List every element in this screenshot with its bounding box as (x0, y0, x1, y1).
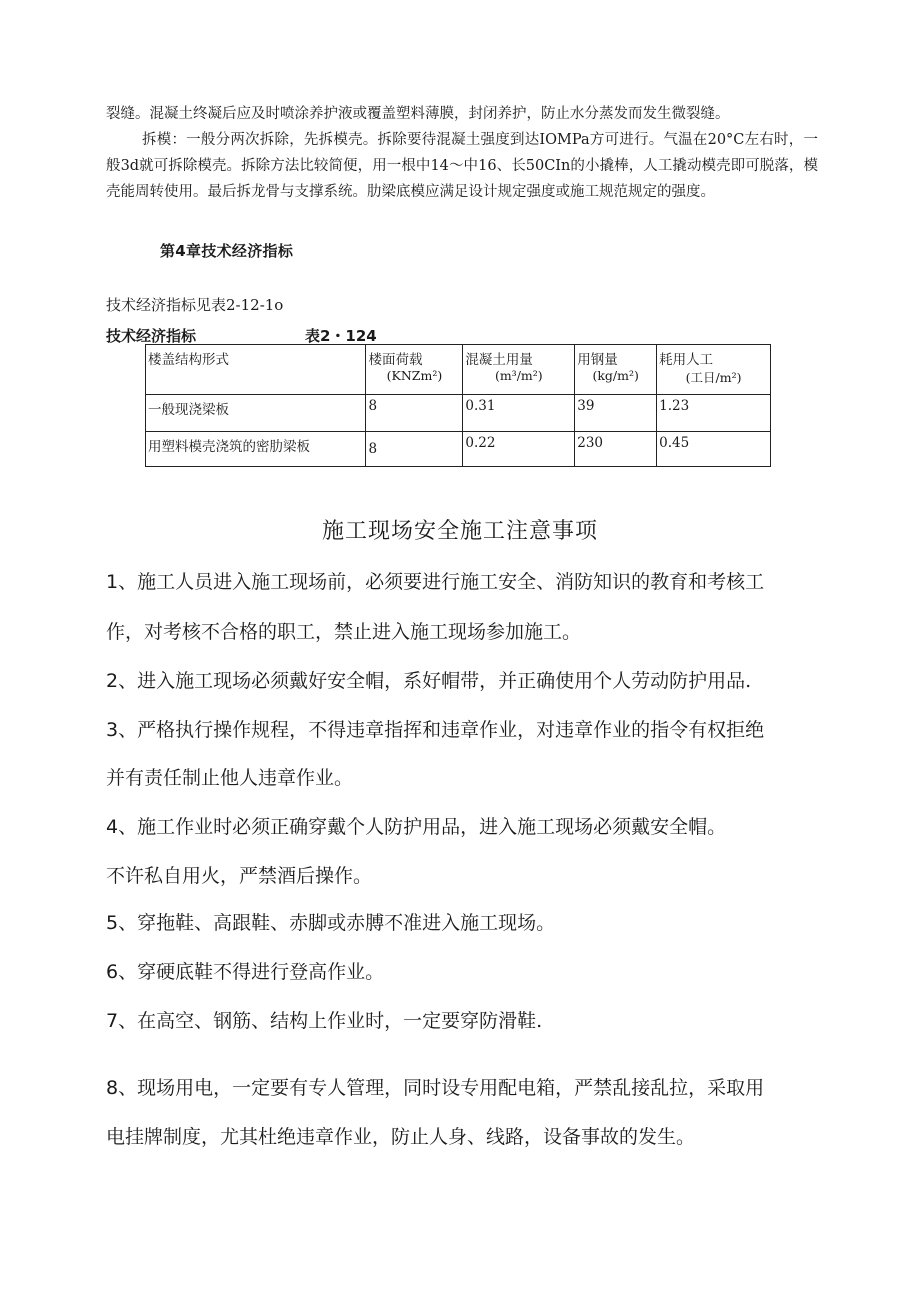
header-unit: (kg/m²) (592, 368, 639, 383)
header-cell (146, 345, 366, 395)
table-reference: 技术经济指标见表2-12-1o (106, 296, 284, 314)
header-cell (575, 345, 657, 395)
safety-item-4-line-2 (106, 861, 372, 891)
table-caption-name: 技术经济指标 (106, 327, 197, 345)
safety-title: 施工现场安全施工注意事项 (321, 519, 598, 544)
item-number: 8 (106, 1077, 119, 1099)
item-number: 5 (106, 912, 119, 934)
item-text: 、施工作业时必须正确穿戴个人防护用品，进入施工现场必须戴安全帽。 (118, 816, 727, 838)
indicator-table (145, 344, 771, 467)
safety-item-3-line-1 (106, 715, 764, 745)
item-number: 6 (106, 961, 119, 983)
header-label: 耗用人工 (659, 352, 714, 368)
safety-item-3-line-2 (106, 763, 353, 793)
item-number: 3 (106, 719, 119, 741)
table-cell: 0.31 (463, 395, 575, 432)
item-text: 、施工人员进入施工现场前，必须要进行施工安全、消防知识的教育和考核工 (118, 571, 765, 593)
item-text: 、严格执行操作规程，不得违章指挥和违章作业，对违章作业的指令有权拒绝 (118, 719, 765, 741)
item-text: 、在高空、钢筋、结构上作业时，一定要穿防滑鞋. (118, 1010, 543, 1032)
safety-item-8-line-2 (106, 1122, 695, 1152)
table-header-row (146, 345, 771, 395)
item-number: 4 (106, 816, 119, 838)
header-label: 楼盖结构形式 (148, 352, 229, 368)
item-number: 7 (106, 1010, 119, 1032)
header-label: 混凝土用量 (465, 352, 533, 368)
safety-item-8-line-1 (106, 1073, 764, 1103)
header-cell (463, 345, 575, 395)
item-text: 作，对考核不合格的职工，禁止进入施工现场参加施工。 (106, 621, 582, 643)
table-row (146, 432, 771, 467)
item-text: 不许私自用火，严禁酒后操作。 (106, 865, 373, 887)
safety-item-4-line-1 (106, 812, 726, 842)
header-label: 楼面荷载 (368, 352, 423, 368)
safety-item-5-line-1 (106, 908, 555, 938)
paragraph-demolding: 拆模：一般分两次拆除，先拆模壳。拆除要待混凝土强度到达IOMPa方可进行。气温在20°C左右时，一般3d就可拆除模壳。拆除方法比较简便，用一根中14～中16、长50CIn的小撬棒，人工撬动模壳即可脱落，模壳能周转使用。最后拆龙骨与支撑系统。肋梁底模应满足设计规定强度或施工规范规定的强度。 (106, 132, 818, 200)
table-row (146, 395, 771, 432)
item-text: 、进入施工现场必须戴好安全帽，系好帽带，并正确使用个人劳动防护用品. (118, 670, 752, 692)
safety-item-1-line-1 (106, 567, 764, 597)
table-cell: 0.22 (463, 432, 575, 467)
header-cell (366, 345, 463, 395)
item-text: 电挂牌制度，尤其杜绝违章作业，防止人身、线路，设备事故的发生。 (106, 1126, 696, 1148)
item-text: 、穿拖鞋、高跟鞋、赤脚或赤膊不准进入施工现场。 (118, 912, 556, 934)
table-cell: 0.45 (657, 432, 771, 467)
table-cell: 1.23 (657, 395, 771, 432)
header-label: 用钢量 (577, 352, 618, 368)
safety-item-1-line-2 (106, 617, 581, 647)
table-cell: 39 (575, 395, 657, 432)
header-unit: (m³/m²) (494, 368, 543, 383)
table-cell: 一般现浇梁板 (146, 395, 366, 432)
table-cell: 用塑料模壳浇筑的密肋梁板 (146, 432, 366, 467)
table-caption-number: 表2・124 (305, 327, 377, 345)
chapter-heading: 第4章技术经济指标 (160, 242, 294, 260)
item-text: 、穿硬底鞋不得进行登高作业。 (118, 961, 385, 983)
item-number: 2 (106, 670, 119, 692)
table-cell: 8 (366, 432, 463, 467)
header-unit: (KNZm²) (386, 368, 443, 383)
safety-item-2-line-1 (106, 666, 751, 696)
item-text: 、现场用电，一定要有专人管理，同时设专用配电箱，严禁乱接乱拉，采取用 (118, 1077, 765, 1099)
header-unit: (工日/m²) (685, 370, 742, 385)
item-number: 1 (106, 571, 119, 593)
table-cell: 8 (366, 395, 463, 432)
table-cell: 230 (575, 432, 657, 467)
safety-item-7-line-1 (106, 1006, 542, 1036)
header-cell (657, 345, 771, 395)
safety-item-6-line-1 (106, 957, 384, 987)
item-text: 并有责任制止他人违章作业。 (106, 767, 354, 789)
paragraph-curing: 裂缝。混凝土终凝后应及时喷涂养护液或覆盖塑料薄膜，封闭养护，防止水分蒸发而发生微裂缝。 (106, 106, 730, 122)
